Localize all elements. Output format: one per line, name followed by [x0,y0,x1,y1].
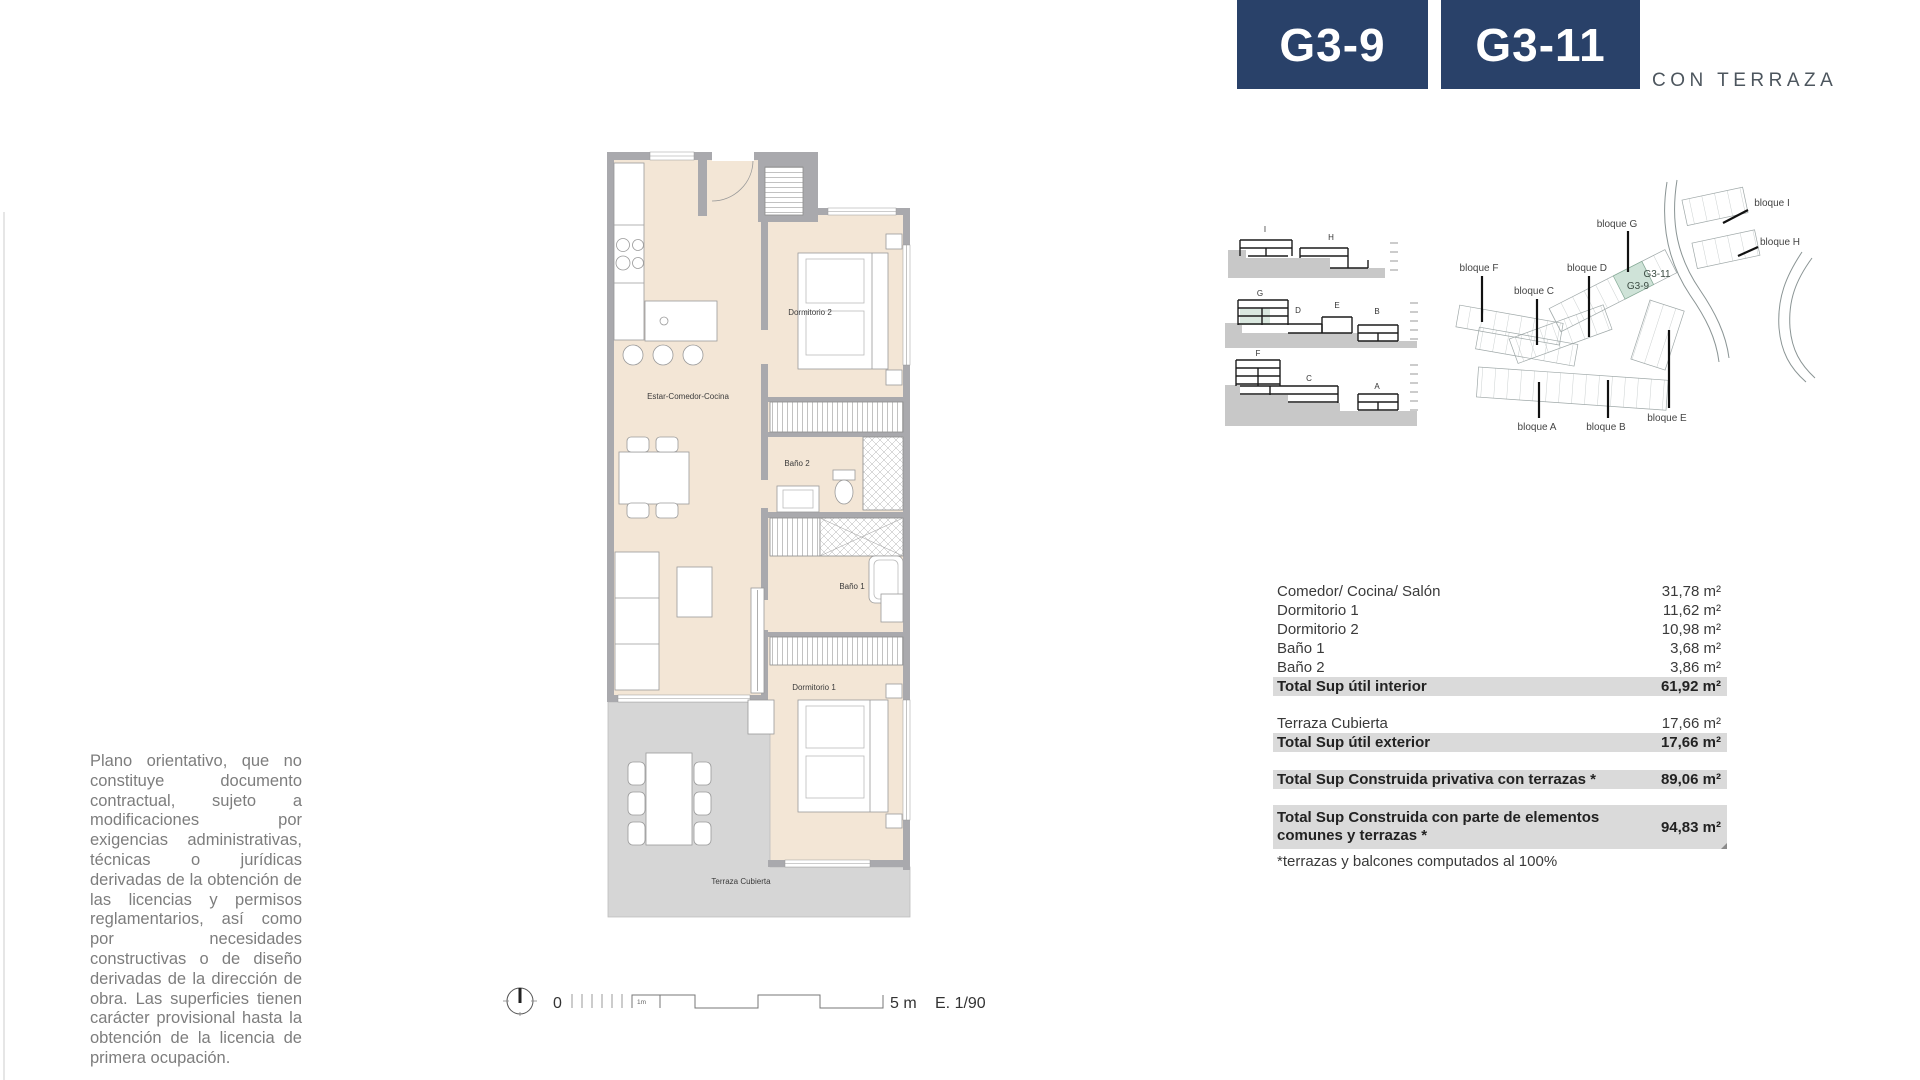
row-value: 17,66 m² [1661,715,1721,732]
unit-badge-label: G3-9 [1279,18,1386,71]
stool [683,345,703,365]
nightstand [886,814,902,828]
section-level-ticks [1390,243,1418,410]
building-block-h [1692,230,1760,269]
row-label: Total Sup útil interior [1277,678,1427,695]
section-highlight-g [1240,309,1270,325]
site-label-bloque-h: bloque H [1759,237,1801,248]
table-row [1273,658,1727,677]
coffee-table [677,567,712,617]
room-label-terrace: Terraza Cubierta [711,877,771,886]
sink-bath1 [881,594,903,622]
building-row-ab [1476,367,1668,410]
table-row-total-exterior [1273,733,1727,752]
site-label-unit-g3-11: G3-11 [1643,269,1671,280]
stool [623,345,643,365]
table-row-total-privativa [1273,770,1727,789]
row-label: Total Sup Construida privativa con terrazas * [1277,771,1596,788]
nightstand [886,234,902,249]
site-label-bloque-d: bloque D [1566,263,1608,274]
section-label-c: C [1306,374,1312,383]
scale-1m-label: 1m [637,999,647,1006]
site-label-bloque-c: bloque C [1513,286,1555,297]
table-row [1273,620,1727,639]
section-label-h: H [1328,233,1334,242]
row-value: 10,98 m² [1661,621,1721,638]
unit-badge-label: G3-11 [1475,18,1606,71]
section-label-e: E [1334,301,1340,310]
site-label-bloque-g: bloque G [1596,219,1638,230]
stove-burner [633,240,644,251]
terrace-chair [628,762,645,785]
unit-badge-g3-9 [1237,0,1428,89]
north-compass-icon [503,988,537,1016]
room-label-living: Estar-Comedor-Cocina [647,392,729,401]
row-label: Dormitorio 2 [1277,621,1359,638]
section-diagrams [1220,210,1430,435]
row-value: 31,78 m² [1661,583,1721,600]
disclaimer-text: Plano orientativo, que no constituye documento contractual, sujeto a modificaciones por exigencias administrativas, técnicas o jurídicas derivadas de la obtención de las licencias y permisos reglamentarios, así como por necesidades constructivas o de diseño derivadas de la dirección de obra. Las superficies tienen carácter provisional hasta la obtención de la licencia de primera ocupación. [90,752,302,1067]
site-label-bloque-e: bloque E [1647,413,1687,424]
table-footnote: *terrazas y balcones computados al 100% [1277,853,1558,870]
corner-mark [1721,843,1727,849]
section-label-i: I [1263,225,1267,234]
room-label-bath1: Baño 1 [839,582,865,591]
row-value: 17,66 m² [1660,734,1721,751]
site-label-bloque-a: bloque A [1517,422,1557,433]
row-value: 89,06 m² [1660,771,1721,788]
chair [627,437,649,452]
terrace-table [646,753,692,845]
terrace-chair [694,822,711,845]
kitchen-island [645,301,717,341]
entry-closet [765,167,803,215]
row-value: 94,83 m² [1660,818,1721,836]
scale-5m-label: 5 m [890,995,917,1012]
terrace-step [748,700,774,734]
site-label-bloque-b: bloque B [1586,422,1626,433]
shower-bath2 [863,437,903,510]
terrace-chair [628,822,645,845]
site-label-bloque-f: bloque F [1459,263,1499,274]
building-block-e [1631,300,1684,370]
scale-minor-ticks [572,994,622,1008]
terrace-chair [694,792,711,815]
row-value: 11,62 m² [1662,602,1721,619]
chair [656,503,678,518]
room-label-dorm1: Dormitorio 1 [792,683,836,692]
stove-burner [616,256,630,270]
row-value: 61,92 m² [1660,678,1721,695]
sofa [615,552,659,690]
site-plan [1450,175,1820,440]
toilet-bath2 [833,470,855,480]
areas-table [1273,582,1727,870]
chair [627,503,649,518]
row-label: Terraza Cubierta [1277,715,1388,732]
section-label-d: D [1295,306,1301,315]
chair [656,437,678,452]
stove-burner [617,239,630,252]
table-row-total-comunes [1273,805,1727,849]
table-row [1273,582,1727,601]
scale-zero-label: 0 [553,995,562,1012]
room-label-dorm2: Dormitorio 2 [788,308,832,317]
section-label-g: G [1256,289,1264,298]
stove-burner [633,258,644,269]
unit-badge-g3-11 [1441,0,1640,89]
row-label: Baño 1 [1277,640,1325,657]
kitchen-counter [614,163,644,340]
table-row [1273,714,1727,733]
site-label-unit-g3-9: G3-9 [1626,281,1650,292]
row-label: Comedor/ Cocina/ Salón [1277,583,1441,600]
table-row [1273,601,1727,620]
subtitle-con-terraza: CON TERRAZA [1652,70,1838,91]
site-label-bloque-i: bloque I [1754,198,1790,209]
nightstand [886,684,902,698]
section-label-a: A [1374,382,1380,391]
row-label: Baño 2 [1277,659,1325,676]
scale-bar [495,978,1005,1030]
nightstand [886,370,902,385]
section-label-f: F [1255,349,1261,358]
stool [653,345,673,365]
terrace-chair [628,792,645,815]
wardrobe-dorm2 [770,402,903,432]
building-block-i [1682,187,1748,225]
room-label-bath2: Baño 2 [784,459,810,468]
scale-ratio-label: E. 1/90 [935,995,986,1012]
row-value: 3,86 m² [1670,659,1721,676]
section-label-b: B [1374,307,1380,316]
table-row-total-interior [1273,677,1727,696]
terrace-chair [694,762,711,785]
section-terrain [1225,250,1417,426]
row-label: Total Sup Construida con parte de elementos comunes y terrazas * [1277,809,1600,844]
floor-plan-drawing [600,140,930,930]
row-value: 3,68 m² [1670,640,1721,657]
dining-table [619,452,689,504]
closet-hall [770,518,820,556]
row-label: Dormitorio 1 [1277,602,1359,619]
wardrobe-dorm1 [770,637,903,665]
table-row [1273,639,1727,658]
page-left-rule [3,212,5,1080]
scale-stepped-bar [632,995,883,1008]
row-label: Total Sup útil exterior [1277,734,1431,751]
